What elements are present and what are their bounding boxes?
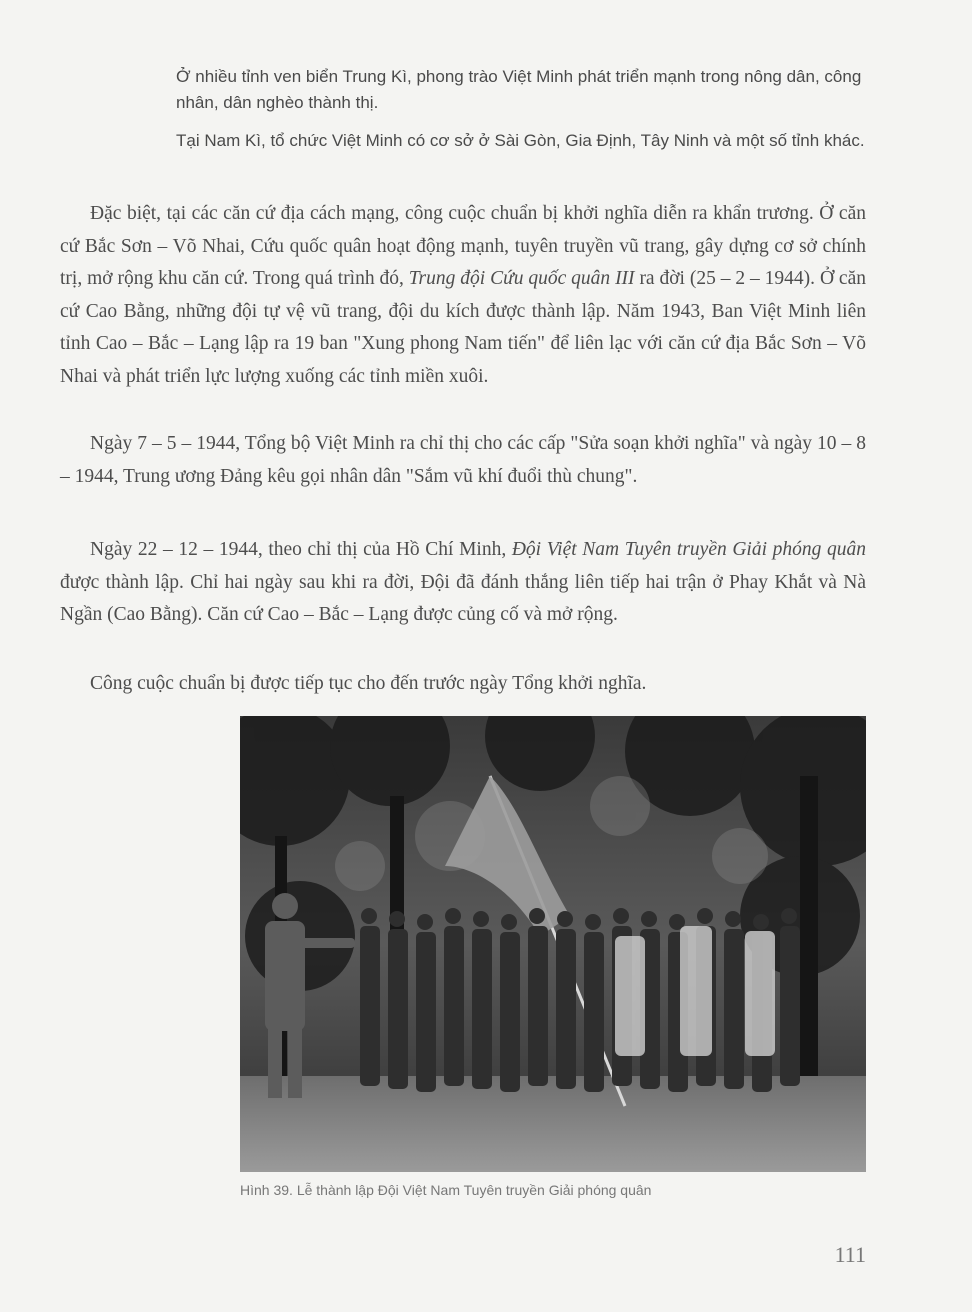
figure-body	[444, 926, 464, 1086]
figure-head	[697, 908, 713, 924]
figure-head	[641, 911, 657, 927]
figure-head	[753, 914, 769, 930]
figure-head	[389, 911, 405, 927]
paragraph-text: Đặc biệt, tại các căn cứ địa cách mạng, công cuộc chuẩn bị khởi nghĩa diễn ra khẩn trương. Ở căn cứ Bắc Sơn – Võ Nhai, Cứu quốc quân hoạt động mạnh, tuyên truyền vũ trang, gây dựng cơ sở chính trị, mở rộng khu căn cứ. Trong quá trình đó,	[60, 203, 866, 289]
paragraph-text: được thành lập. Chỉ hai ngày sau khi ra đời, Đội đã đánh thắng liên tiếp hai trận ở Phay Khắt và Nà Ngần (Cao Bằng). Căn cứ Cao – Bắc – Lạng được củng cố và mở rộng.	[60, 571, 866, 625]
page-number: 111	[834, 1242, 866, 1267]
photo-illustration	[240, 716, 866, 1172]
italic-term: Đội Việt Nam Tuyên truyền Giải phóng quân	[511, 539, 867, 560]
figure-body	[500, 932, 520, 1092]
figure-body	[584, 932, 604, 1092]
figure-caption: Hình 39. Lễ thành lập Đội Việt Nam Tuyên truyền Giải phóng quân	[240, 1182, 652, 1198]
figure-head	[557, 911, 573, 927]
figure-body	[360, 926, 380, 1086]
paragraph-base-preparation	[60, 198, 866, 393]
historical-photo	[240, 716, 866, 1172]
figure-body	[528, 926, 548, 1086]
sidebar-note-trung-ki: Ở nhiều tỉnh ven biển Trung Kì, phong trào Việt Minh phát triển mạnh trong nông dân, công nhân, dân nghèo thành thị.	[176, 67, 862, 112]
figure-head	[417, 914, 433, 930]
figure-body	[472, 929, 492, 1089]
figure-head	[725, 911, 741, 927]
figure-head	[445, 908, 461, 924]
figure-head	[361, 908, 377, 924]
italic-term: Trung đội Cứu quốc quân III	[408, 268, 635, 289]
figure-body	[724, 929, 744, 1089]
figure-body	[556, 929, 576, 1089]
paragraph-text: ra đời (25 – 2 – 1944). Ở căn cứ Cao Bằng, những đội tự vệ vũ trang, đội du kích được thành lập. Năm 1943, Ban Việt Minh liên tỉnh Cao – Bắc – Lạng lập ra 19 ban "Xung phong Nam tiến" để liên lạc với căn cứ địa Bắc Sơn – Võ Nhai và phát triển lực lượng xuống các tỉnh miền xuôi.	[60, 268, 866, 387]
figure-head	[529, 908, 545, 924]
figure-head	[501, 914, 517, 930]
figure-head	[473, 911, 489, 927]
figure-head	[613, 908, 629, 924]
paragraph-propaganda-army	[60, 534, 866, 632]
figure-head	[781, 908, 797, 924]
figure-head	[585, 914, 601, 930]
figure-body	[416, 932, 436, 1092]
paragraph-directives: Ngày 7 – 5 – 1944, Tổng bộ Việt Minh ra chỉ thị cho các cấp "Sửa soạn khởi nghĩa" và ngày 10 – 8 – 1944, Trung ương Đảng kêu gọi nhân dân "Sắm vũ khí đuổi thù chung".	[60, 433, 866, 487]
paragraph-continuation: Công cuộc chuẩn bị được tiếp tục cho đến trước ngày Tổng khởi nghĩa.	[90, 673, 647, 694]
paragraph-text: Ngày 22 – 12 – 1944, theo chỉ thị của Hồ Chí Minh,	[90, 539, 512, 560]
figure-body	[388, 929, 408, 1089]
sidebar-note-nam-ki: Tại Nam Kì, tổ chức Việt Minh có cơ sở ở Sài Gòn, Gia Định, Tây Ninh và một số tỉnh khác.	[176, 131, 865, 150]
figure-body	[780, 926, 800, 1086]
